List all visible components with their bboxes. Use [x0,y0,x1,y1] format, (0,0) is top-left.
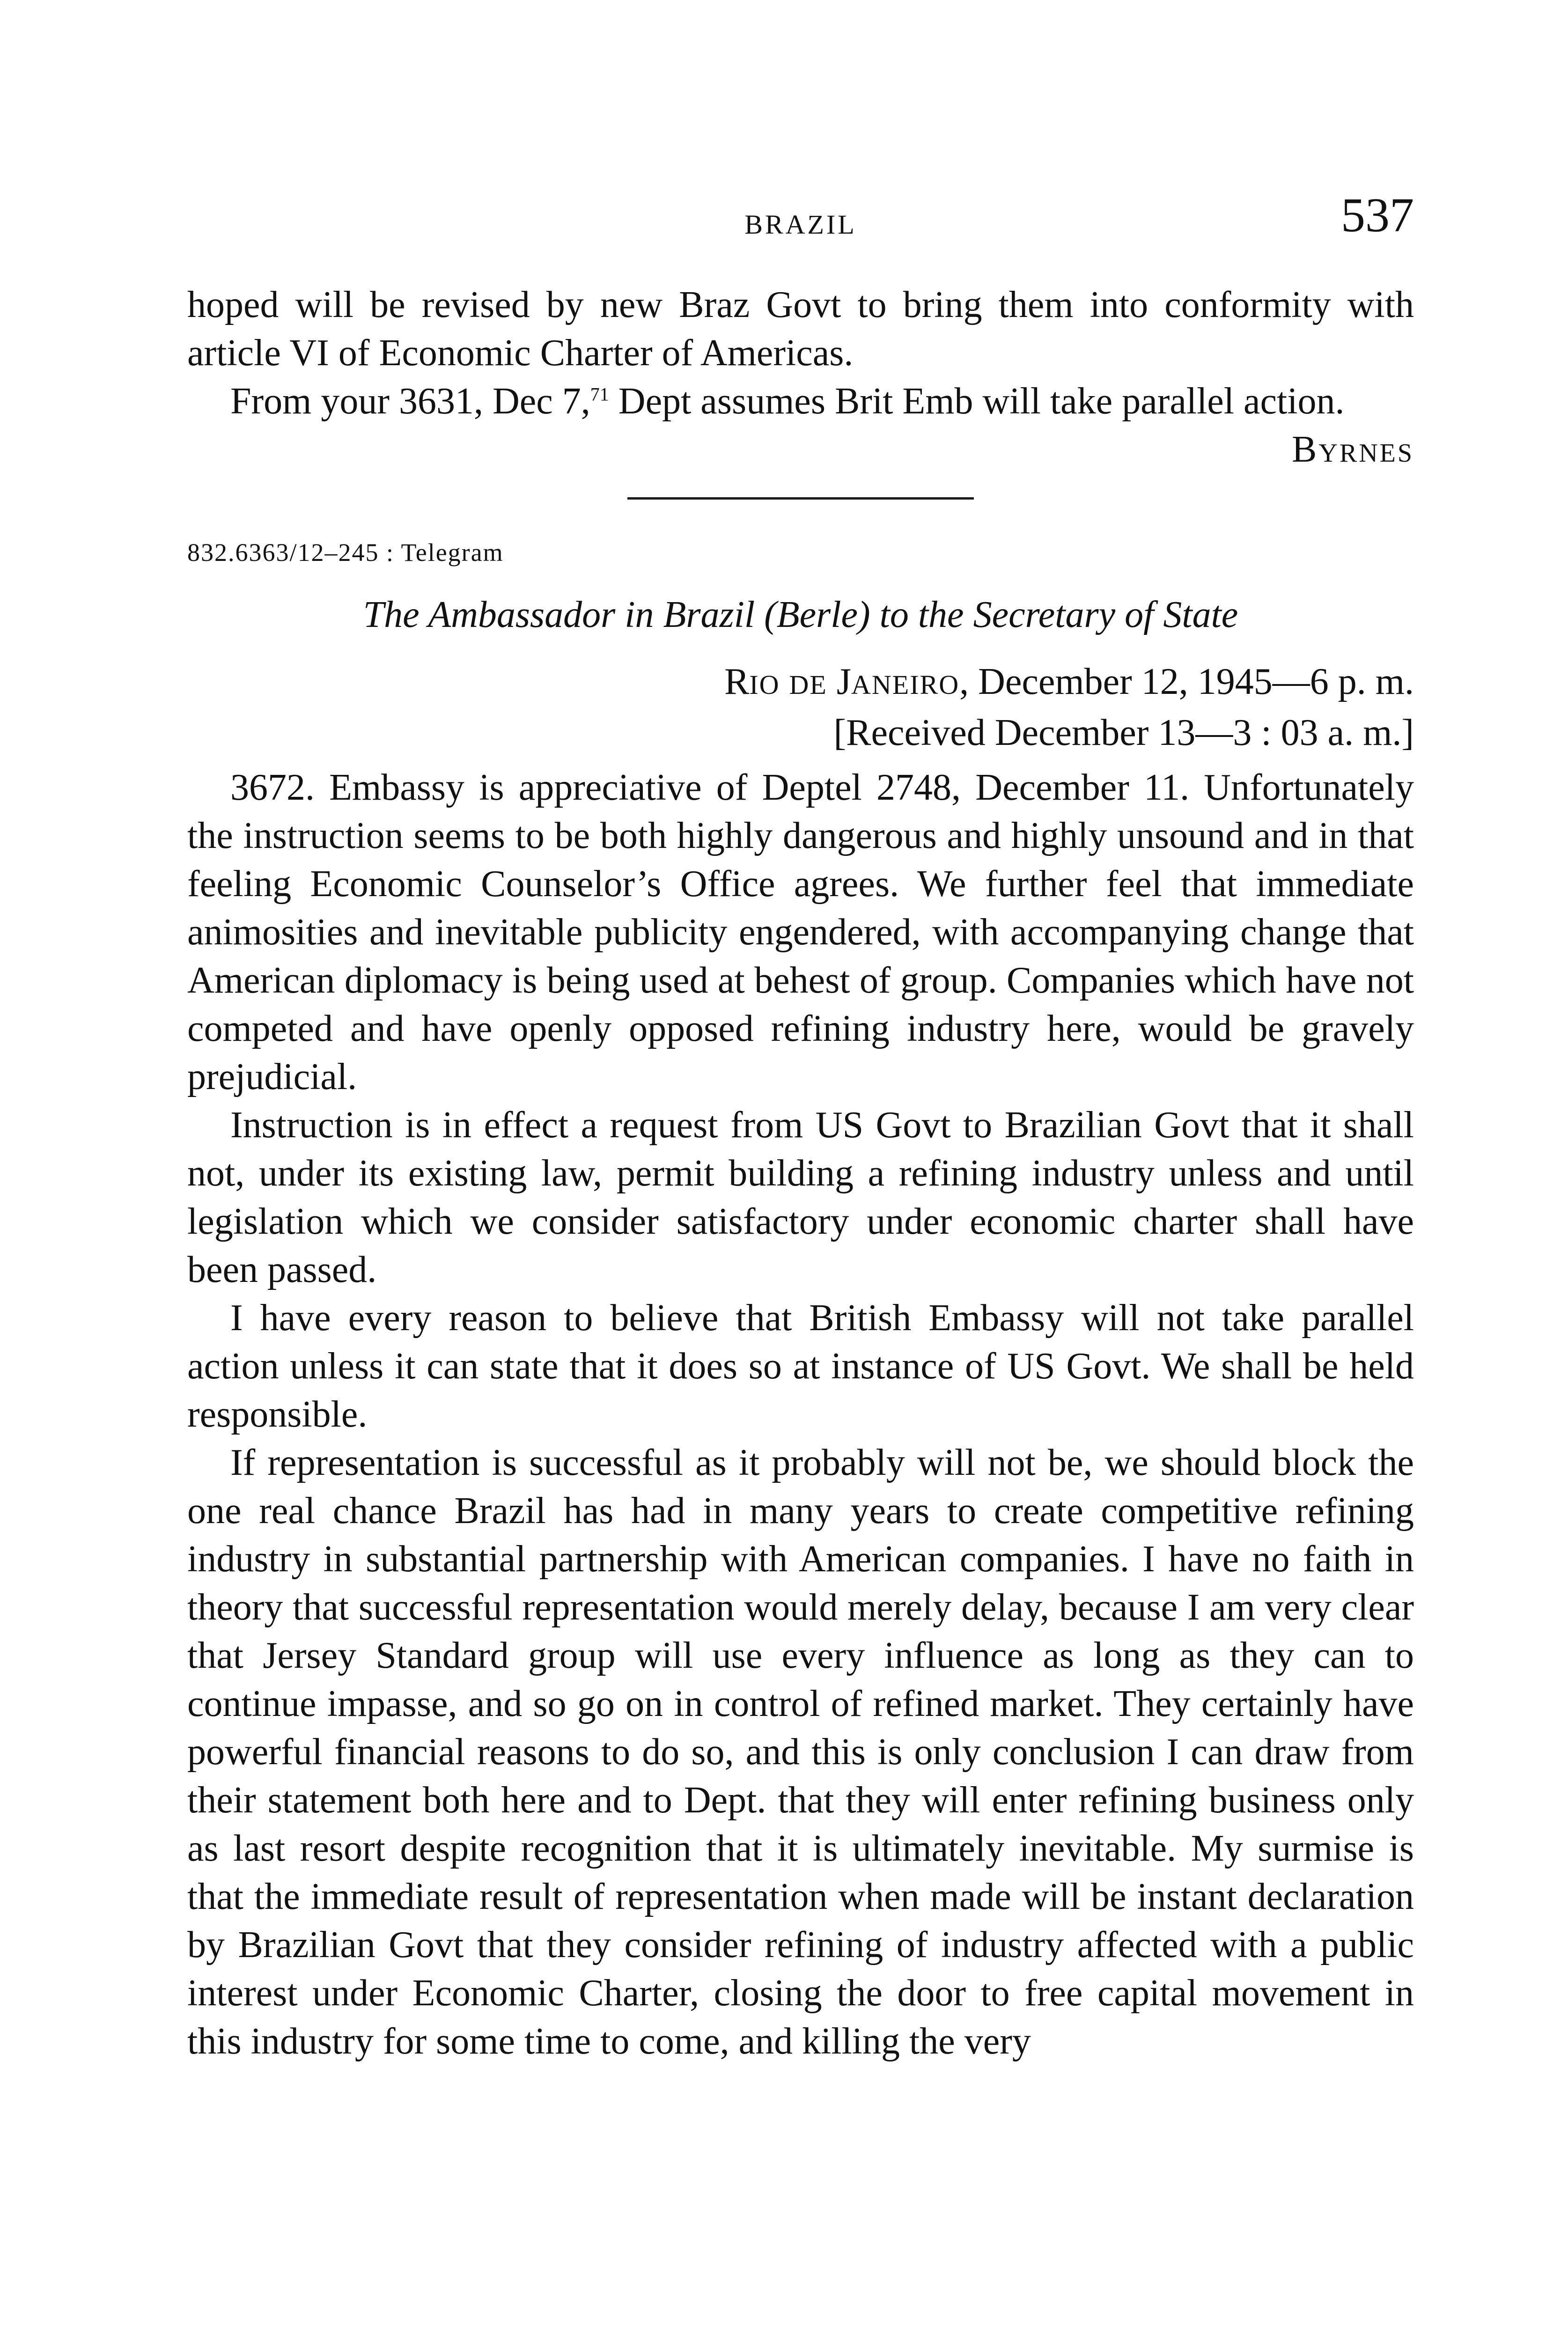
file-reference: 832.6363/12–245 : Telegram [187,538,504,567]
document-title: The Ambassador in Brazil (Berle) to the Secretary of State [363,594,1238,635]
continued-paragraph: hoped will be revised by new Braz Govt to bring them into conformity with article VI of Economic Charter of Americas. [187,284,1414,374]
place-part: DE [789,670,827,700]
text-segment: Dept assumes Brit Emb will take parallel action. [609,381,1345,422]
footnote-ref: 71 [590,383,609,405]
page-number: 537 [1341,188,1414,242]
paragraph [187,377,1414,426]
place-part: ANEIRO [851,670,960,700]
signature-rest: YRNES [1318,439,1414,468]
dateline [187,658,1414,709]
place-initial: R [724,661,750,702]
place-initial: J [836,661,851,702]
signature-initial: B [1292,429,1319,470]
page-header [187,187,1414,253]
running-head: BRAZIL [744,209,857,240]
text-segment: From your 3631, Dec 7, [230,381,590,422]
received-line: [Received December 13—3 : 03 a. m.] [833,712,1414,753]
place-part: IO [749,670,780,700]
paragraph: Instruction is in effect a request from US Govt to Brazilian Govt that it shall not, under its existing law, permit building a refining industry unless and until legislation which we consider satisfactory under economic charter shall have been passed. [187,1104,1414,1290]
date-time: , December 12, 1945—6 p. m. [959,661,1414,702]
paragraph: If representation is successful as it probably will not be, we should block the one real chance Brazil has had in many years to create competitive refining industry in substantial partnership with American companies. I have no faith in theory that successful representation would merely delay, because I am very clear that Jersey Standard group will use every influence as long as they can to continue impasse, and so go on in control of refined market. They certainly have powerful financial reasons to do so, and this is only conclusion I can draw from their statement both here and to Dept. that they will enter refining business only as last resort despite recognition that it is ultimately inevitable. My surmise is that the immediate result of representation when made will be instant declaration by Brazilian Govt that they consider refining of industry affected with a public interest under Economic Charter, closing the door to free capital movement in this industry for some time to come, and killing the very [187,1442,1414,2062]
section-divider [627,497,974,500]
page-body [187,281,1414,2066]
paragraph: 3672. Embassy is appreciative of Deptel 2748, December 11. Unfortunately the instruction seems to be both highly dangerous and highly unsound and in that feeling Economic Counselor’s Office agrees. We further feel that immediate animosities and inevitable publicity engendered, with accompanying change that American diplomacy is being used at behest of group. Companies which have not competed and have openly opposed refining industry here, would be gravely prejudicial. [187,767,1414,1097]
paragraph: I have every reason to believe that British Embassy will not take parallel action unless it can state that it does so at instance of US Govt. We shall be held responsible. [187,1297,1414,1435]
signature [187,426,1414,478]
